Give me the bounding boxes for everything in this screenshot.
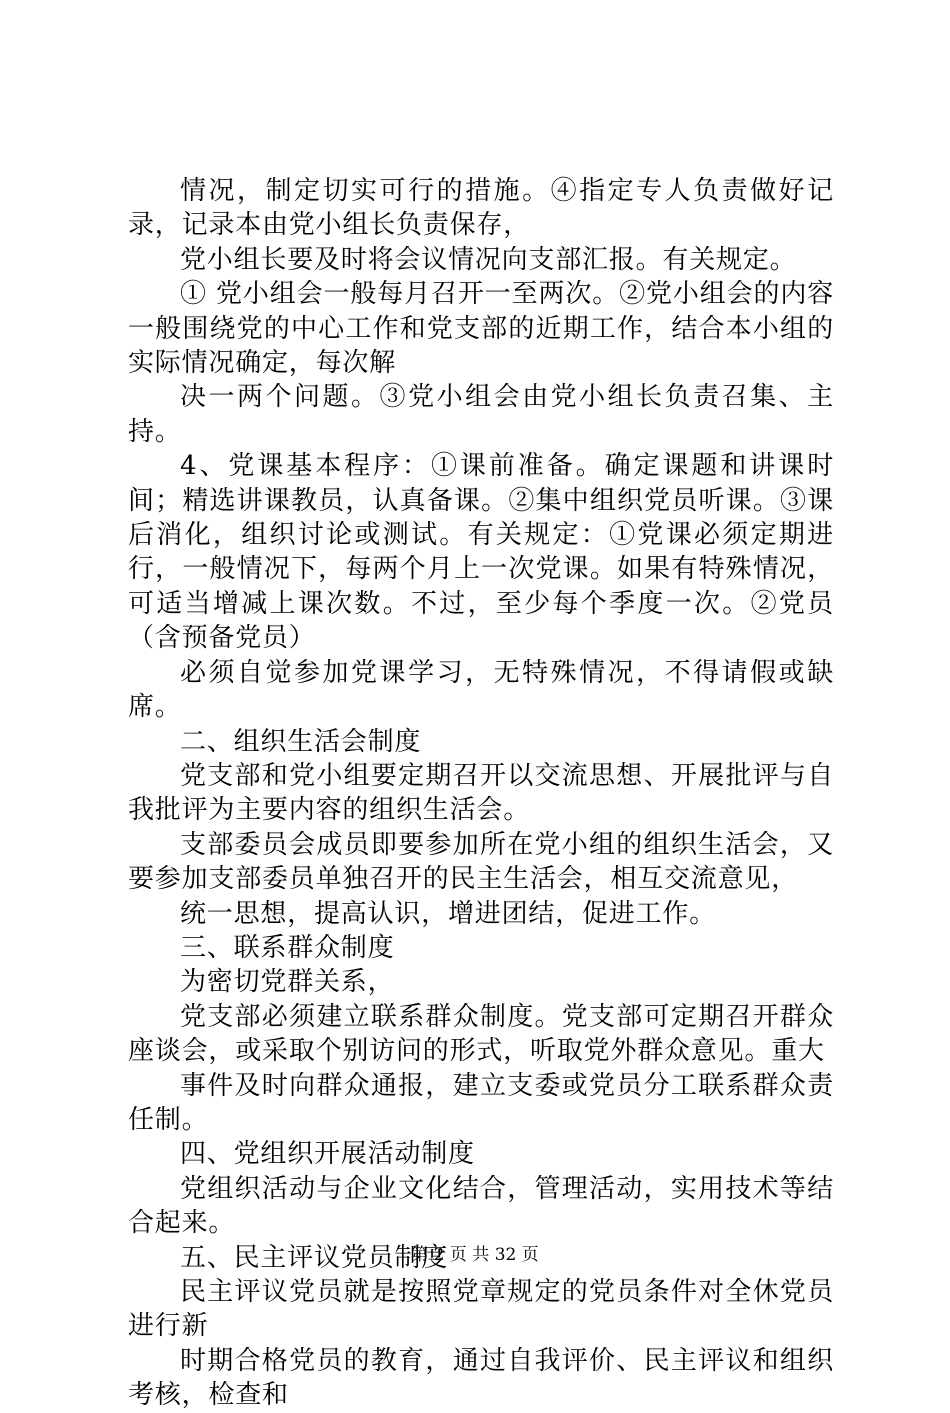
section-heading: 五、民主评议党员制度 bbox=[180, 1242, 449, 1273]
section-heading: 三、联系群众制度 bbox=[180, 932, 395, 963]
paragraph: 党组织活动与企业文化结合，管理活动，实用技术等结合起来。 bbox=[128, 1173, 834, 1239]
paragraph: 党支部和党小组要定期召开以交流思想、开展批评与自我批评为主要内容的组织生活会。 bbox=[128, 760, 834, 826]
paragraph: 党支部必须建立联系群众制度。党支部可定期召开群众座谈会，或采取个别访问的形式，听取党外群众意见。重大 bbox=[128, 1001, 834, 1067]
paragraph: 党小组长要及时将会议情况向支部汇报。有关规定。 bbox=[180, 244, 797, 275]
paragraph: 情况，制定切实可行的措施。④指定专人负责做好记录，记录本由党小组长负责保存， bbox=[128, 176, 834, 241]
paragraph: 统一思想，提高认识，增进团结，促进工作。 bbox=[180, 898, 717, 929]
section-heading: 四、党组织开展活动制度 bbox=[180, 1139, 475, 1170]
paragraph: 决一两个问题。③党小组会由党小组长负责召集、主持。 bbox=[128, 382, 834, 447]
paragraph: 为密切党群关系， bbox=[180, 967, 395, 998]
paragraph: 支部委员会成员即要参加所在党小组的组织生活会，又要参加支部委员单独召开的民主生活会，相互交流意见， bbox=[128, 829, 834, 895]
paragraph: 事件及时向群众通报，建立支委或党员分工联系群众责任制。 bbox=[128, 1070, 834, 1135]
paragraph: 民主评议党员就是按照党章规定的党员条件对全休党员进行新 bbox=[128, 1277, 834, 1342]
document-body bbox=[128, 174, 834, 1413]
paragraph: 必须自觉参加党课学习，无特殊情况，不得请假或缺席。 bbox=[128, 657, 834, 723]
page-number: 第 2 页 共 32 页 bbox=[411, 1245, 539, 1265]
section-heading: 二、组织生活会制度 bbox=[180, 726, 422, 757]
paragraph: 时期合格党员的教育，通过自我评价、民主评议和组织考核，检查和 bbox=[128, 1345, 834, 1411]
paragraph: 4、党课基本程序：①课前准备。确定课题和讲课时间；精选讲课教员，认真备课。②集中组织党员听课。③课后消化，组织讨论或测试。有关规定：①党课必须定期进行，一般情况下，每两个月上一次党课。如果有特殊情况，可适当增减上课次数。不过，至少每个季度一次。②党员（含预备党员） bbox=[128, 451, 834, 654]
paragraph: ① 党小组会一般每月召开一至两次。②党小组会的内容一般围绕党的中心工作和党支部的近期工作，结合本小组的实际情况确定，每次解 bbox=[128, 279, 834, 379]
